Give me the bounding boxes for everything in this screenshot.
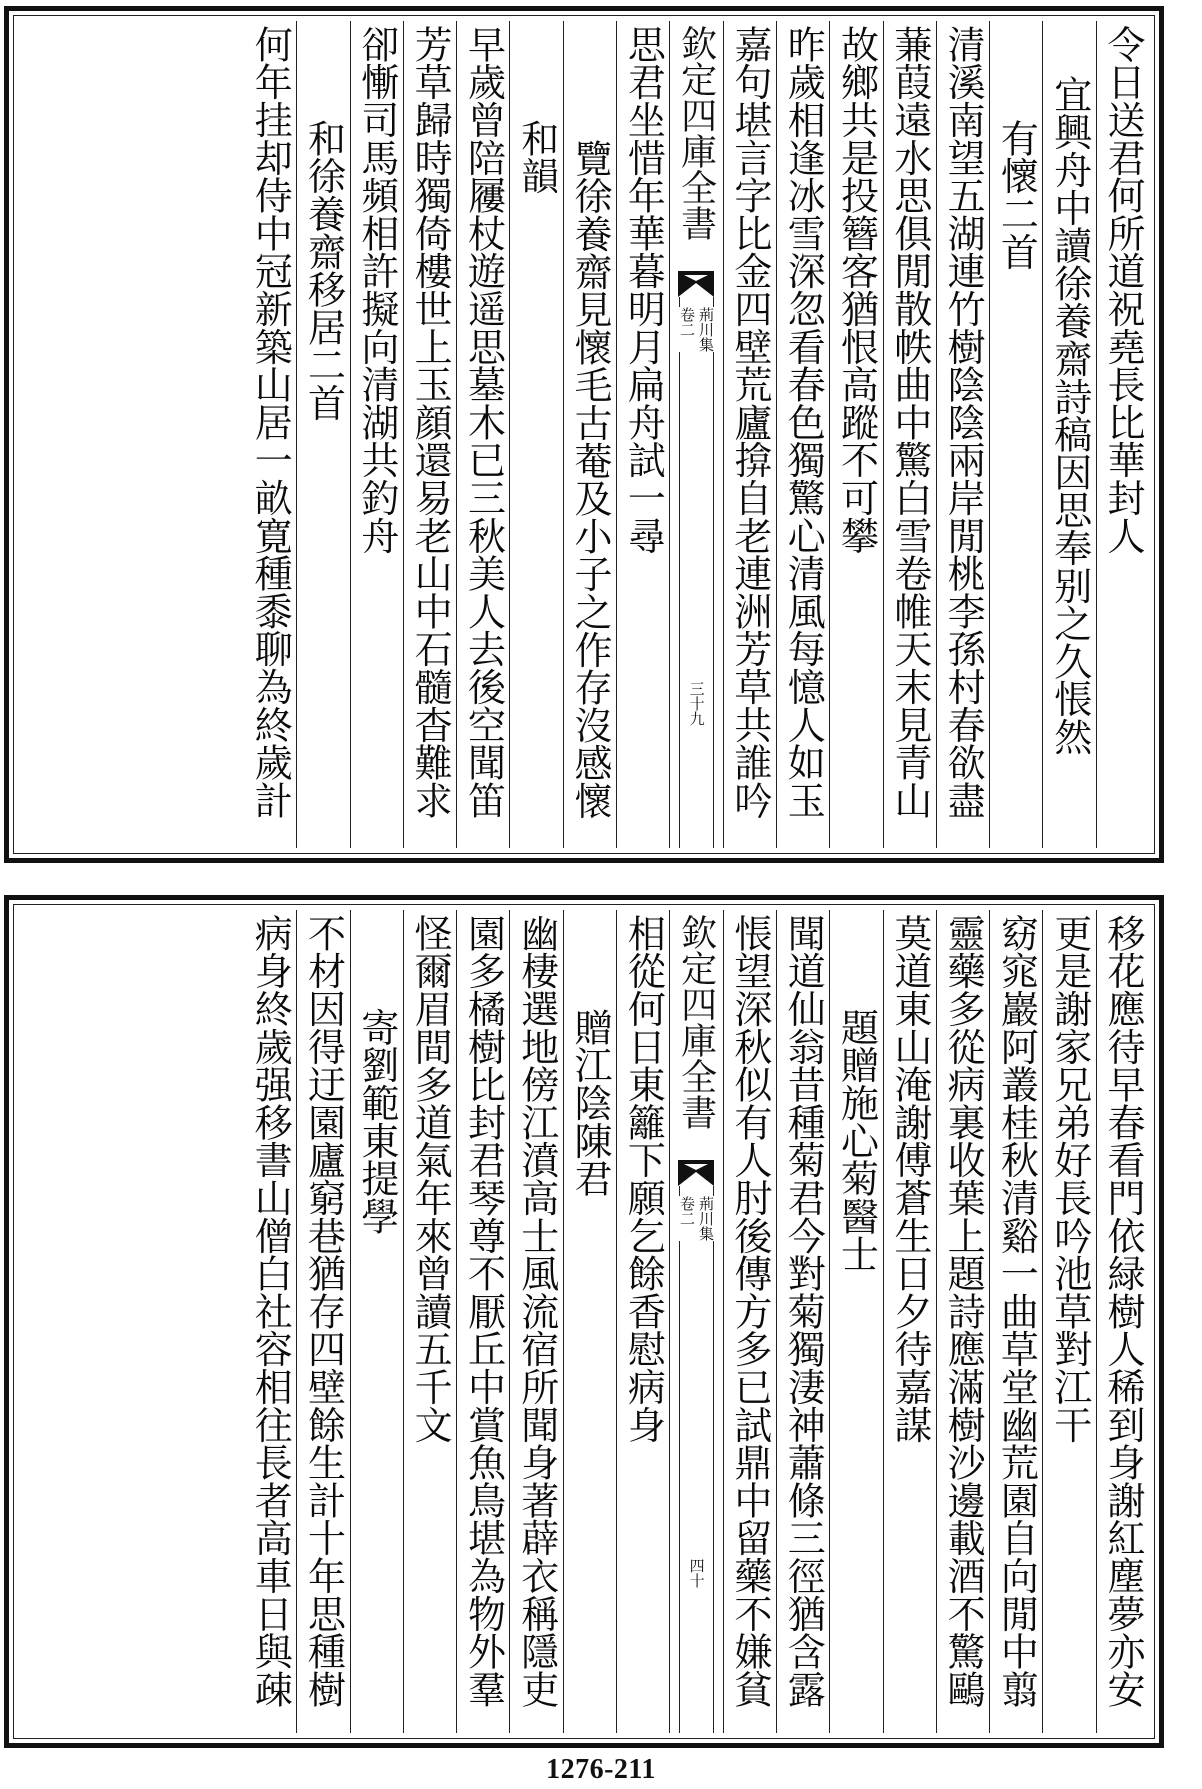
book-title: 欽定四庫全書 bbox=[675, 914, 717, 1130]
text-column: 芳草歸時獨倚樓世上玉顔還易老山中石髓杳難求 bbox=[403, 21, 456, 848]
bottom-page bbox=[4, 895, 1164, 1748]
fold-meta bbox=[670, 307, 722, 352]
poem-title-column: 宜興舟中讀徐養齋詩稿因思奉别之久悵然 bbox=[1042, 21, 1095, 848]
text-column: 不材因得迂園廬窮巷猶存四壁餘生計十年思種樹 bbox=[296, 910, 349, 1733]
text-column: 聞道仙翁昔種菊君今對菊獨淒神蕭條三徑猶含露 bbox=[776, 910, 829, 1733]
text-column: 清溪南望五湖連竹樹陰陰兩岸閒桃李孫村春欲盡 bbox=[936, 21, 989, 848]
text-column: 蒹葭遠水思俱閒散帙曲中驚白雪卷帷天末見青山 bbox=[883, 21, 936, 848]
top-page bbox=[4, 6, 1164, 863]
poem-title-column: 有懷二首 bbox=[989, 21, 1042, 848]
text-column: 故鄉共是投簪客猶恨高蹤不可攀 bbox=[829, 21, 882, 848]
poem-title-column: 和徐養齋移居二首 bbox=[296, 21, 349, 848]
text-column: 何年挂却侍中冠新築山居一畝寛種黍聊為終歲計 bbox=[248, 25, 293, 819]
text-column: 昨歲相逢冰雪深忽看春色獨驚心清風每憶人如玉 bbox=[776, 21, 829, 848]
text-column: 怪爾眉間多道氣年來曾讀五千文 bbox=[403, 910, 456, 1733]
poem-title-column: 贈江陰陳君 bbox=[563, 910, 616, 1733]
text-column: 相從何日東籬下願乞餘香慰病身 bbox=[616, 910, 669, 1733]
volume-name: 荊川集 bbox=[696, 307, 715, 352]
bottom-page-columns bbox=[19, 910, 1149, 1733]
text-column: 窈窕巖阿叢桂秋清谿一曲草堂幽荒園自向閒中翦 bbox=[989, 910, 1042, 1733]
book-title: 欽定四庫全書 bbox=[675, 25, 717, 241]
poem-title-column: 寄劉範東提學 bbox=[350, 910, 403, 1733]
fish-tail-mark-icon bbox=[676, 1158, 716, 1188]
fold-border bbox=[679, 297, 713, 848]
text-column: 令日送君何所道祝堯長比華封人 bbox=[1096, 21, 1149, 848]
fold-column bbox=[669, 21, 722, 848]
poem-title-column: 題贈施心菊醫士 bbox=[829, 910, 882, 1733]
poem-title-column: 覽徐養齋見懷毛古菴及小子之作存沒感懷 bbox=[563, 21, 616, 848]
text-column: 嘉句堪言字比金四壁荒廬揜自老連洲芳草共誰吟 bbox=[723, 21, 776, 848]
fold-meta bbox=[670, 1196, 722, 1241]
volume-name: 荊川集 bbox=[696, 1196, 715, 1241]
text-column: 早歲曾陪屨杖遊遥思墓木已三秋美人去後空聞笛 bbox=[456, 21, 509, 848]
text-column: 思君坐惜年華暮明月扁舟試一尋 bbox=[616, 21, 669, 848]
text-column: 莫道東山淹謝傅蒼生日夕待嘉謀 bbox=[883, 910, 936, 1733]
text-column: 病身終歲强移書山僧白社容相往長者高車日與疎 bbox=[248, 914, 293, 1708]
juan-label: 卷二 bbox=[679, 307, 695, 352]
page-number: 1276-211 bbox=[546, 1754, 656, 1785]
poem-title-column: 和韻 bbox=[509, 21, 562, 848]
text-column: 幽棲選地傍江濆高士風流宿所聞身著薜衣稱隱吏 bbox=[509, 910, 562, 1733]
text-column: 悵望深秋似有人肘後傳方多已試鼎中留藥不嫌貧 bbox=[723, 910, 776, 1733]
fish-tail-mark-icon bbox=[676, 269, 716, 299]
fold-column bbox=[669, 910, 722, 1733]
text-column: 靈藥多從病裏收葉上題詩應滿樹沙邊載酒不驚鷗 bbox=[936, 910, 989, 1733]
text-column: 園多橘樹比封君琴尊不厭丘中賞魚鳥堪為物外羣 bbox=[456, 910, 509, 1733]
top-page-columns bbox=[19, 21, 1149, 848]
text-column: 更是謝家兄弟好長吟池草對江干 bbox=[1042, 910, 1095, 1733]
folio-number: 三十九 bbox=[687, 681, 706, 726]
folio-number: 四十 bbox=[687, 1558, 706, 1588]
juan-label: 卷二 bbox=[679, 1196, 695, 1241]
fold-border bbox=[679, 1186, 713, 1733]
text-column: 移花應待早春看門依緑樹人稀到身謝紅塵夢亦安 bbox=[1096, 910, 1149, 1733]
text-column: 卻慚司馬頻相許擬向清湖共釣舟 bbox=[350, 21, 403, 848]
